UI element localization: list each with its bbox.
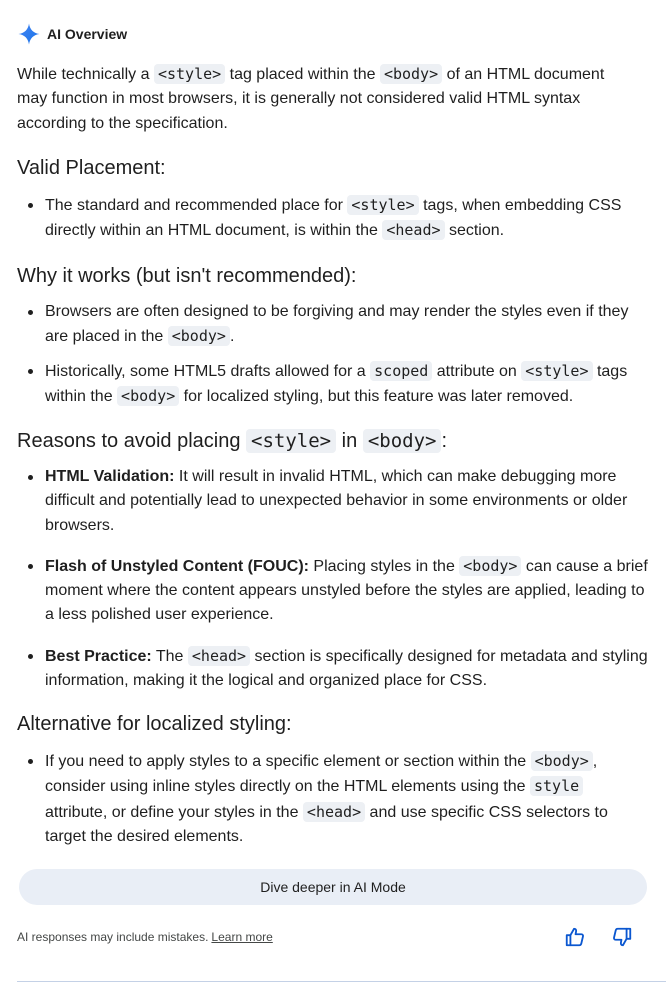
list-item: Historically, some HTML5 drafts allowed for a scoped attribute on <style> tags within the <body> for localized styling, but this feature was later removed. <box>45 359 649 410</box>
thumbs-down-button[interactable] <box>609 926 635 952</box>
sparkle-icon <box>17 22 41 46</box>
section-heading-valid-placement: Valid Placement: <box>17 157 166 179</box>
section-heading-alternative: Alternative for localized styling: <box>17 713 292 735</box>
reasons-list <box>17 465 649 693</box>
ai-overview-title: AI Overview <box>47 26 128 42</box>
list-item: HTML Validation: It will result in invalid HTML, which can make debugging more difficult and potentially lead to unexpected behavior in some environments or older browsers. <box>45 465 649 538</box>
list-item: Best Practice: The <head> section is specifically designed for metadata and styling information, making it the logical and organized place for CSS. <box>45 644 649 694</box>
list-item: The standard and recommended place for <style> tags, when embedding CSS directly within an HTML document, is within the <head> section. <box>45 193 649 244</box>
thumbs-up-button[interactable] <box>562 926 588 952</box>
alternative-list <box>17 749 649 849</box>
intro-paragraph: While technically a <style> tag placed within the <body> of an HTML document may function in most browsers, it is generally not considered valid HTML syntax according to the specification. <box>17 65 605 132</box>
section-heading-why-it-works: Why it works (but isn't recommended): <box>17 265 357 287</box>
divider <box>17 981 666 982</box>
section-heading-reasons: Reasons to avoid placing <style> in <body> : <box>17 430 448 452</box>
why-it-works-list <box>17 300 649 409</box>
thumbs-down-icon <box>611 926 633 953</box>
footer-disclaimer: AI responses may include mistakes. Learn more <box>17 930 273 944</box>
ai-overview-header <box>17 23 127 45</box>
list-item: Flash of Unstyled Content (FOUC): Placing styles in the <body> can cause a brief moment where the content appears unstyled before the styles are applied, leading to a less polished user experience. <box>45 554 649 628</box>
thumbs-up-icon <box>564 926 586 953</box>
dive-deeper-ai-mode-button[interactable]: Dive deeper in AI Mode <box>19 869 647 905</box>
list-item: If you need to apply styles to a specific element or section within the <body> , consider using inline styles directly on the HTML elements using the style attribute, or define your styles in the <head> and use specific CSS selectors to target the desired elements. <box>45 749 649 849</box>
learn-more-link[interactable]: Learn more <box>211 930 273 944</box>
valid-placement-list <box>17 193 649 244</box>
list-item: Browsers are often designed to be forgiving and may render the styles even if they are placed in the <body> . <box>45 300 649 350</box>
